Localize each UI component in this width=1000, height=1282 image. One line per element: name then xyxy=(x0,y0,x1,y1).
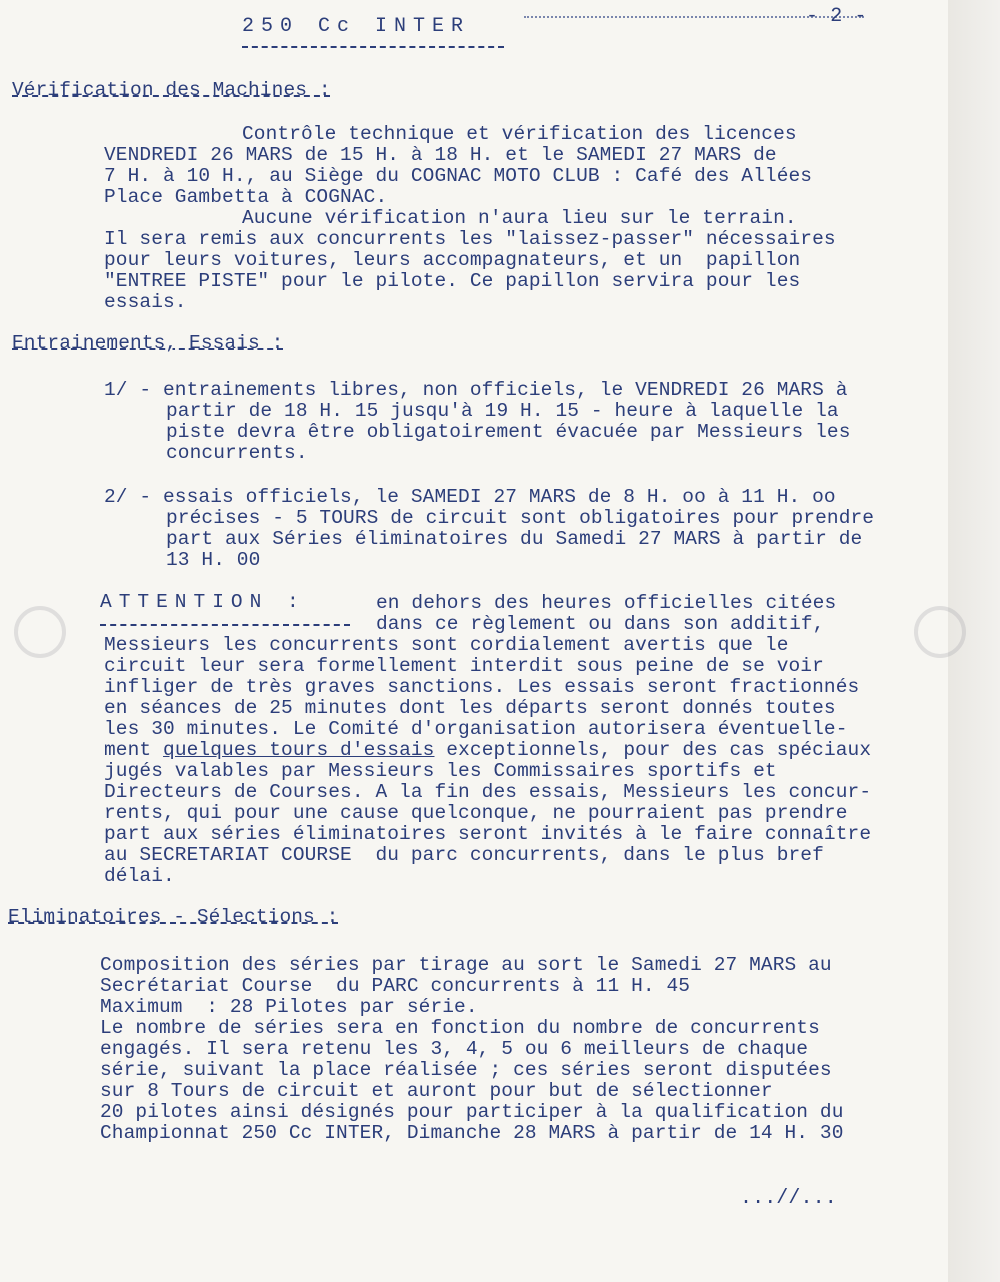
attention-line-4: circuit leur sera formellement interdit sous peine de se voir xyxy=(104,655,824,677)
verification-line-4: Place Gambetta à COGNAC. xyxy=(104,186,388,208)
attention-line-10: Directeurs de Courses. A la fin des essais, Messieurs les concur- xyxy=(104,781,872,803)
title-underline xyxy=(242,46,504,48)
section-heading-eliminatoires: Eliminatoires - Sélections : xyxy=(8,906,339,928)
attention-line-7: les 30 minutes. Le Comité d'organisation autorisera éventuelle- xyxy=(104,718,848,740)
watermark-logo-right xyxy=(900,606,980,696)
attention-line-13: au SECRETARIAT COURSE du parc concurrents, dans le plus bref xyxy=(104,844,824,866)
eliminatoires-line-8: 20 pilotes ainsi désignés pour participer à la qualification du xyxy=(100,1101,844,1123)
verification-line-2: VENDREDI 26 MARS de 15 H. à 18 H. et le SAMEDI 27 MARS de xyxy=(104,144,777,166)
attention-line-8-end: exceptionnels, pour des cas spéciaux xyxy=(446,739,872,761)
attention-line-2: dans ce règlement ou dans son additif, xyxy=(376,613,825,635)
verification-line-8: "ENTREE PISTE" pour le pilote. Ce papillon servira pour les xyxy=(104,270,801,292)
attention-line-6: en séances de 25 minutes dont les départs seront donnés toutes xyxy=(104,697,836,719)
item1-line-2: partir de 18 H. 15 jusqu'à 19 H. 15 - heure à laquelle la xyxy=(166,400,839,422)
eliminatoires-line-3: Maximum : 28 Pilotes par série. xyxy=(100,996,478,1018)
attention-label: ATTENTION : xyxy=(100,591,306,613)
eliminatoires-line-9: Championnat 250 Cc INTER, Dimanche 28 MARS à partir de 14 H. 30 xyxy=(100,1122,844,1144)
section-heading-entrainements: Entrainements, Essais : xyxy=(12,332,284,354)
item1-line-1: 1/ - entrainements libres, non officiels, le VENDREDI 26 MARS à xyxy=(104,379,848,401)
verification-line-9: essais. xyxy=(104,291,187,313)
eliminatoires-line-6: série, suivant la place réalisée ; ces séries seront disputées xyxy=(100,1059,832,1081)
attention-line-14: délai. xyxy=(104,865,175,887)
verification-line-1: Contrôle technique et vérification des licences xyxy=(242,123,797,145)
watermark-logo-left xyxy=(0,606,80,696)
section-heading-verification: Vérification des Machines : xyxy=(12,79,331,101)
item2-line-2: précises - 5 TOURS de circuit sont obligatoires pour prendre xyxy=(166,507,875,529)
attention-line-1: en dehors des heures officielles citées xyxy=(376,592,837,614)
item2-line-3: part aux Séries éliminatoires du Samedi 27 MARS à partir de xyxy=(166,528,863,550)
verification-line-6: Il sera remis aux concurrents les "laissez-passer" nécessaires xyxy=(104,228,836,250)
eliminatoires-line-4: Le nombre de séries sera en fonction du nombre de concurrents xyxy=(100,1017,820,1039)
attention-line-8-start: ment xyxy=(104,739,152,761)
eliminatoires-line-7: sur 8 Tours de circuit et auront pour but de sélectionner xyxy=(100,1080,773,1102)
verification-line-3: 7 H. à 10 H., au Siège du COGNAC MOTO CLUB : Café des Allées xyxy=(104,165,813,187)
item1-line-3: piste devra être obligatoirement évacuée par Messieurs les xyxy=(166,421,851,443)
eliminatoires-line-5: engagés. Il sera retenu les 3, 4, 5 ou 6 meilleurs de chaque xyxy=(100,1038,809,1060)
page-title: 250 Cc INTER xyxy=(242,15,471,38)
attention-line-8 xyxy=(104,740,871,761)
item1-line-4: concurrents. xyxy=(166,442,308,464)
attention-line-5: infliger de très graves sanctions. Les essais seront fractionnés xyxy=(104,676,860,698)
underlined-phrase: quelques tours d'essais xyxy=(163,739,435,761)
attention-line-12: part aux séries éliminatoires seront invités à le faire connaître xyxy=(104,823,872,845)
item2-line-4: 13 H. 00 xyxy=(166,549,261,571)
attention-line-3: Messieurs les concurrents sont cordialement avertis que le xyxy=(104,634,789,656)
eliminatoires-line-1: Composition des séries par tirage au sort le Samedi 27 MARS au xyxy=(100,954,832,976)
continuation-mark: ...//... xyxy=(740,1187,837,1210)
verification-line-5: Aucune vérification n'aura lieu sur le terrain. xyxy=(242,207,797,229)
attention-underline xyxy=(100,624,350,626)
attention-line-11: rents, qui pour une cause quelconque, ne pourraient pas prendre xyxy=(104,802,848,824)
verification-line-7: pour leurs voitures, leurs accompagnateurs, et un papillon xyxy=(104,249,801,271)
attention-line-9: jugés valables par Messieurs les Commissaires sportifs et xyxy=(104,760,777,782)
page-number: - 2 - xyxy=(806,5,867,28)
eliminatoires-line-2: Secrétariat Course du PARC concurrents à 11 H. 45 xyxy=(100,975,691,997)
item2-line-1: 2/ - essais officiels, le SAMEDI 27 MARS de 8 H. oo à 11 H. oo xyxy=(104,486,836,508)
